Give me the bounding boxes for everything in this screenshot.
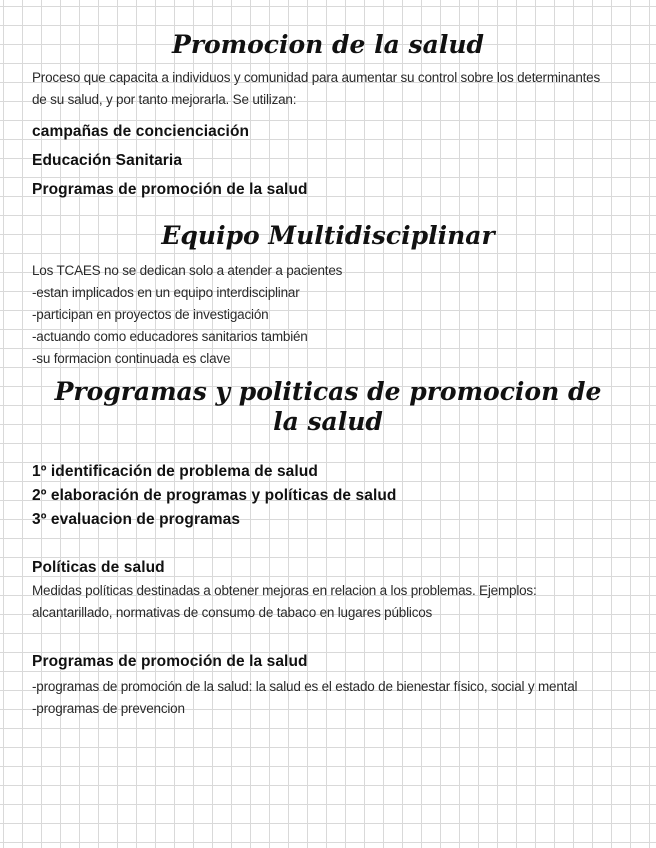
- title-line: Programas y politicas de promocion de: [54, 377, 602, 406]
- intro-line: Proceso que capacita a individuos y comunidad para aumentar su control sobre los determinantes: [32, 70, 601, 85]
- intro-line: de su salud, y por tanto mejorarla. Se utilizan:: [32, 92, 297, 107]
- title-promocion-salud: Promocion de la salud: [172, 30, 484, 59]
- programas-promocion-line: -programas de prevencion: [32, 701, 185, 716]
- programa-step: 1º identificación de problema de salud: [32, 463, 318, 480]
- politicas-line: Medidas políticas destinadas a obtener mejoras en relacion a los problemas. Ejemplos:: [32, 583, 537, 598]
- promocion-item: Programas de promoción de la salud: [32, 181, 308, 198]
- equipo-line: -estan implicados en un equipo interdisciplinar: [32, 285, 300, 300]
- equipo-paragraph: [32, 260, 642, 370]
- intro-paragraph: [32, 67, 642, 111]
- programas-promocion-paragraph: [32, 676, 642, 720]
- title-programas-politicas: [0, 377, 656, 437]
- programa-step: 3º evaluacion de programas: [32, 511, 241, 528]
- title-line: la salud: [273, 407, 383, 436]
- programas-promocion-line: -programas de promoción de la salud: la salud es el estado de bienestar físico, social y mental: [32, 679, 578, 694]
- politicas-paragraph: [32, 580, 642, 624]
- heading-politicas-salud: Políticas de salud: [32, 559, 165, 576]
- equipo-line: -actuando como educadores sanitarios también: [32, 329, 308, 344]
- title-equipo-multidisciplinar: Equipo Multidisciplinar: [161, 221, 495, 250]
- promocion-item: campañas de concienciación: [32, 123, 250, 140]
- equipo-line: Los TCAES no se dedican solo a atender a pacientes: [32, 263, 343, 278]
- politicas-line: alcantarillado, normativas de consumo de tabaco en lugares públicos: [32, 605, 433, 620]
- heading-programas-promocion: Programas de promoción de la salud: [32, 653, 308, 670]
- promocion-item: Educación Sanitaria: [32, 152, 183, 169]
- programa-step: 2º elaboración de programas y políticas de salud: [32, 487, 397, 504]
- equipo-line: -su formacion continuada es clave: [32, 351, 231, 366]
- equipo-line: -participan en proyectos de investigación: [32, 307, 269, 322]
